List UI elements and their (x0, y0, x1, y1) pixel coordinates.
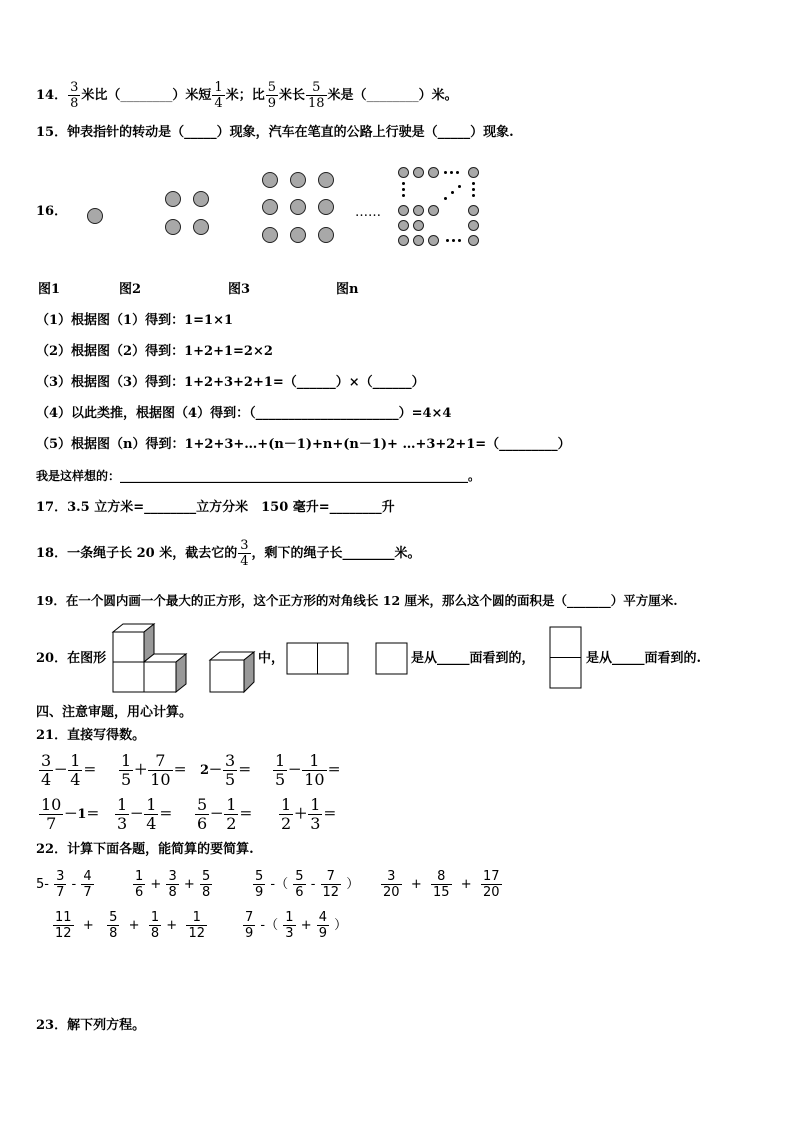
q16-item-5: （5）根据图（n）得到：1+2+3+…+(n－1)+n+(n－1)+ …+3+2+1=（_________） (36, 437, 571, 452)
q16-item-4: （4）以此类推，根据图（4）得到：（______________________）=4×4 (36, 406, 452, 421)
q20-text-b: 中， (258, 651, 285, 666)
cube-figure (108, 622, 188, 694)
q21-row2-item1: $\frac{10}{7}$ －1＝ (41, 795, 100, 833)
view-stacked-squares (549, 626, 583, 690)
q16-item-1: （1）根据图（1）得到：1=1×1 (36, 313, 234, 328)
view-two-squares (286, 642, 350, 676)
q21-row1-item4: $\frac{1}{5}$ － $\frac{1}{10}$ ＝ (275, 751, 341, 789)
q20-text-a: 20．在图形 (36, 651, 107, 666)
single-cube (208, 650, 258, 694)
q22-expr3: $\frac{5}{9}$ -（ $\frac{5}{6}$ - $\frac{7}{12}$ ） (255, 869, 360, 900)
fig-label-3: 图3 (228, 282, 251, 297)
q21-row1-item2: $\frac{1}{5}$ ＋ $\frac{7}{10}$ ＝ (121, 751, 187, 789)
q21-row2-item2: $\frac{1}{3}$ － $\frac{1}{4}$ ＝ (117, 795, 173, 833)
q16-number: 16． (36, 204, 68, 219)
q22-expr2: $\frac{1}{6}$ + $\frac{3}{8}$ + $\frac{5}{8}$ (135, 869, 211, 900)
q18: 18．一条绳子长 20 米，截去它的 $\frac{3}{4}$ ，剩下的绳子长________米。 (36, 538, 421, 569)
q20-text-c: 是从_____面看到的， (411, 651, 535, 666)
q16-item-2: （2）根据图（2）得到：1+2+1=2×2 (36, 344, 273, 359)
fig-label-2: 图2 (119, 282, 142, 297)
q22-expr4: $\frac{3}{20}$ + $\frac{8}{15}$ + $\frac{17}{20}$ (383, 869, 500, 900)
q14: 14． $\frac{3}{8}$ 米比（________）米短 $\frac{1}{4}$ 米；比 $\frac{5}{9}$ 米长 $\frac{5}{18}$ 米是（________）米。 (36, 80, 458, 111)
fraction: $\frac{3}{8}$ (70, 80, 79, 111)
fig-label-1: 图1 (38, 282, 61, 297)
q22-expr6: $\frac{7}{9}$ -（ $\frac{1}{3}$ + $\frac{4}{9}$ ） (245, 910, 348, 941)
q16-item-3: （3）根据图（3）得到：1+2+3+2+1=（______）×（______） (36, 375, 425, 390)
q15: 15．钟表指针的转动是（_____）现象，汽车在笔直的公路上行驶是（_____）现象. (36, 125, 514, 140)
q22-expr5: $\frac{11}{12}$ + $\frac{5}{8}$ + $\frac{1}{8}$ + $\frac{1}{12}$ (55, 910, 205, 941)
q22-expr1: 5- $\frac{3}{7}$ - $\frac{4}{7}$ (36, 869, 92, 900)
q17: 17．3.5 立方米=________立方分米 150 毫升=________升 (36, 500, 395, 515)
q22: 22．计算下面各题，能简算的要简算. (36, 842, 254, 857)
view-one-square (375, 642, 409, 676)
q16-think: 我是这样想的：__________________________________________________________。 (36, 469, 481, 483)
q21-row2-item4: $\frac{1}{2}$ ＋ $\frac{1}{3}$ ＝ (281, 795, 337, 833)
q21-row2-item3: $\frac{5}{6}$ － $\frac{1}{2}$ ＝ (197, 795, 253, 833)
fig-label-n: 图n (336, 282, 359, 297)
q21: 21．直接写得数。 (36, 728, 146, 743)
q21-row1-item3: 2－ $\frac{3}{5}$ ＝ (200, 751, 252, 789)
q23: 23．解下列方程。 (36, 1018, 146, 1033)
q19: 19．在一个圆内画一个最大的正方形，这个正方形的对角线长 12 厘米，那么这个圆的面积是（_______）平方厘米. (36, 593, 678, 608)
section-4-title: 四、注意审题，用心计算。 (36, 705, 193, 720)
q20-text-d: 是从_____面看到的. (586, 651, 702, 666)
q21-row1-item1: $\frac{3}{4}$ － $\frac{1}{4}$ ＝ (41, 751, 97, 789)
